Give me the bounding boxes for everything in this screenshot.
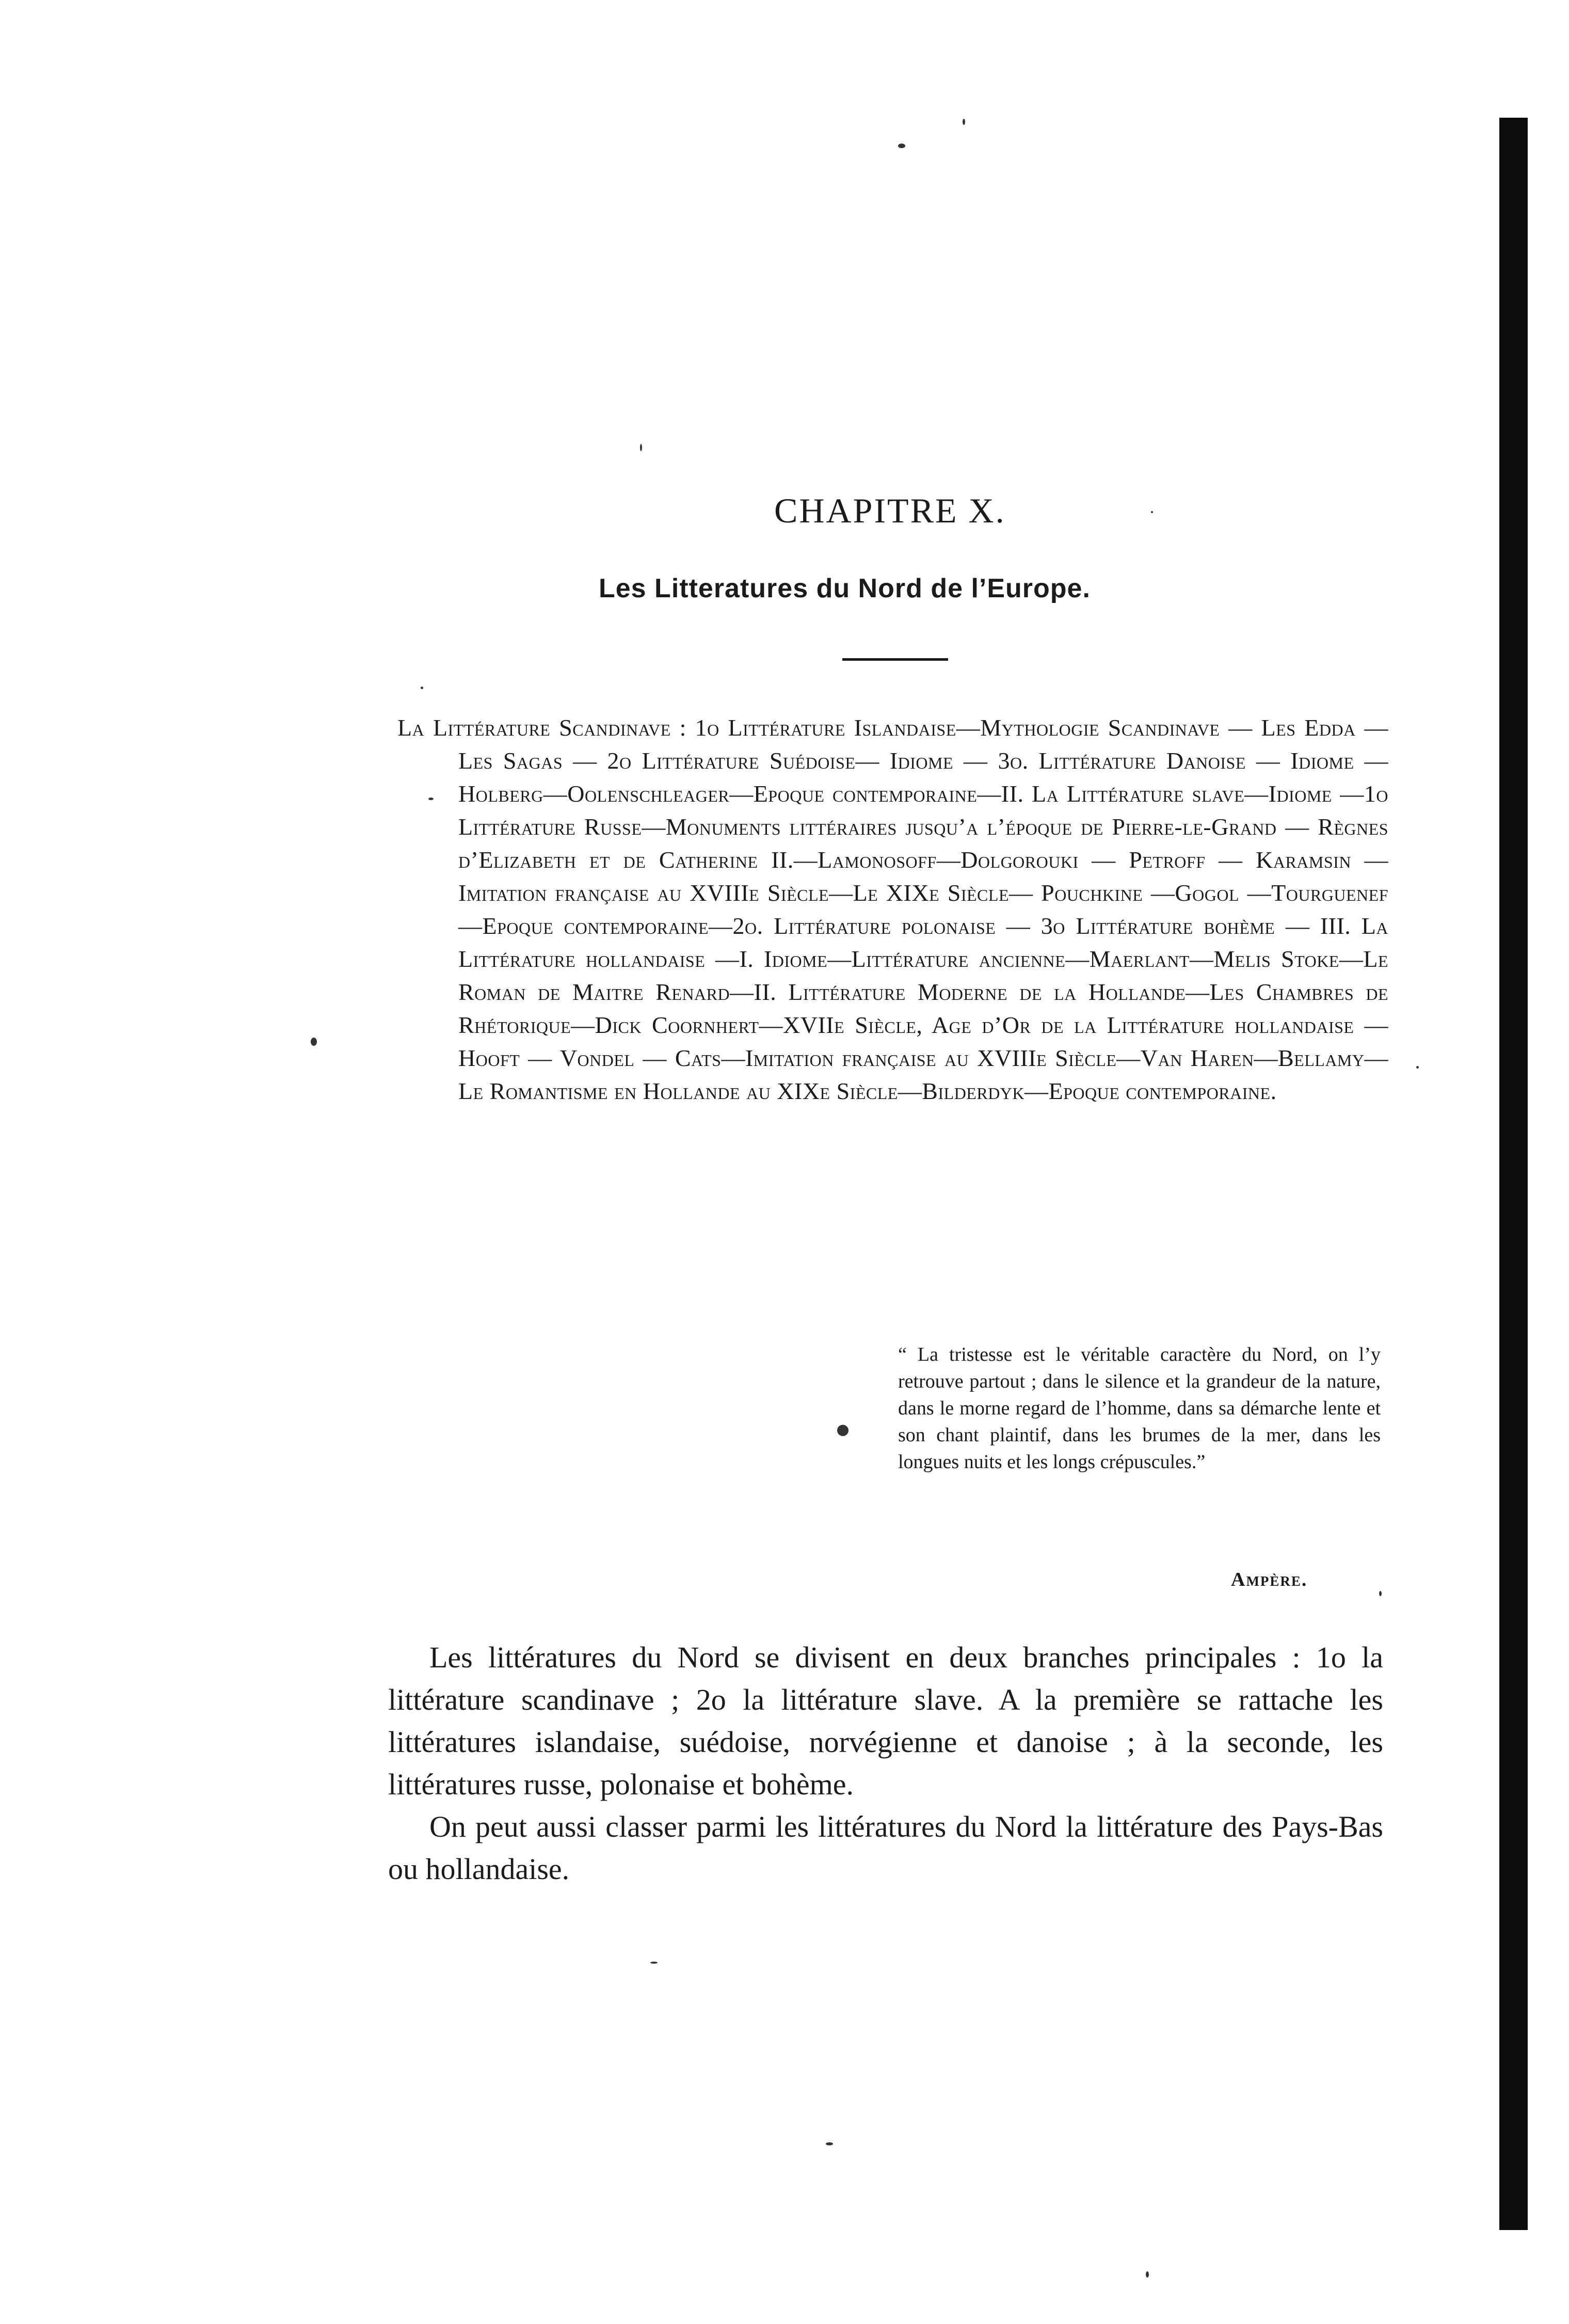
chapter-subtitle: Les Litteratures du Nord de l’Europe. [599, 574, 1091, 603]
body-text [388, 1636, 1383, 1890]
page-binding-shadow [1499, 118, 1528, 2230]
chapter-summary: La Littérature Scandinave : 1o Littérature Islandaise—Mythologie Scandinave — Les Edda — Les Sagas — 2o Littérature Suédoise— Idiome — 3o. Littérature Danoise — Idiome — Holberg—Oolenschleager—Epoque contemporaine—II. La Littérature slave—Idiome —1o Littérature Russe—Monuments littéraires jusqu’a l’époque de Pierre-le-Grand — Règnes d’Elizabeth et de Catherine II.—Lamonosoff—Dolgorouki — Petroff — Karamsin — Imitation française au XVIIIe Siècle—Le XIXe Siècle— Pouchkine —Gogol —Tourguenef—Epoque contemporaine—2o. Littérature polonaise — 3o Littérature bohème — III. La Littérature hollandaise —I. Idiome—Littérature ancienne—Maerlant—Melis Stoke—Le Roman de Maitre Renard—II. Littérature Moderne de la Hollande—Les Chambres de Rhétorique—Dick Coornhert—XVIIe Siècle, Age d’Or de la Littérature hollandaise — Hooft — Vondel — Cats—Imitation française au XVIIIe Siècle—Van Haren—Bellamy—Le Romantisme en Hollande au XIXe Siècle—Bilderdyk—Epoque contemporaine. [397, 714, 1388, 1104]
body-paragraph: On peut aussi classer parmi les littératures du Nord la littérature des Pays-Bas ou hollandaise. [388, 1810, 1383, 1886]
body-paragraph: Les littératures du Nord se divisent en deux branches principales : 1o la littérature scandinave ; 2o la littérature slave. A la première se rattache les littératures islandaise, suédoise, norvégienne et danoise ; à la seconde, les littératures russe, polonaise et bohème. [388, 1641, 1383, 1801]
epigraph-quote: “ La tristesse est le véritable caractère du Nord, on l’y retrouve partout ; dans le silence et la grandeur de la nature, dans le morne regard de l’homme, dans sa démarche lente et son chant plaintif, dans les brumes de la mer, dans les longues nuits et les longs crépuscules.” [898, 1344, 1381, 1473]
title-divider [842, 658, 948, 661]
chapter-title: CHAPITRE X. [774, 491, 1006, 530]
epigraph-author: Ampère. [1231, 1569, 1308, 1590]
